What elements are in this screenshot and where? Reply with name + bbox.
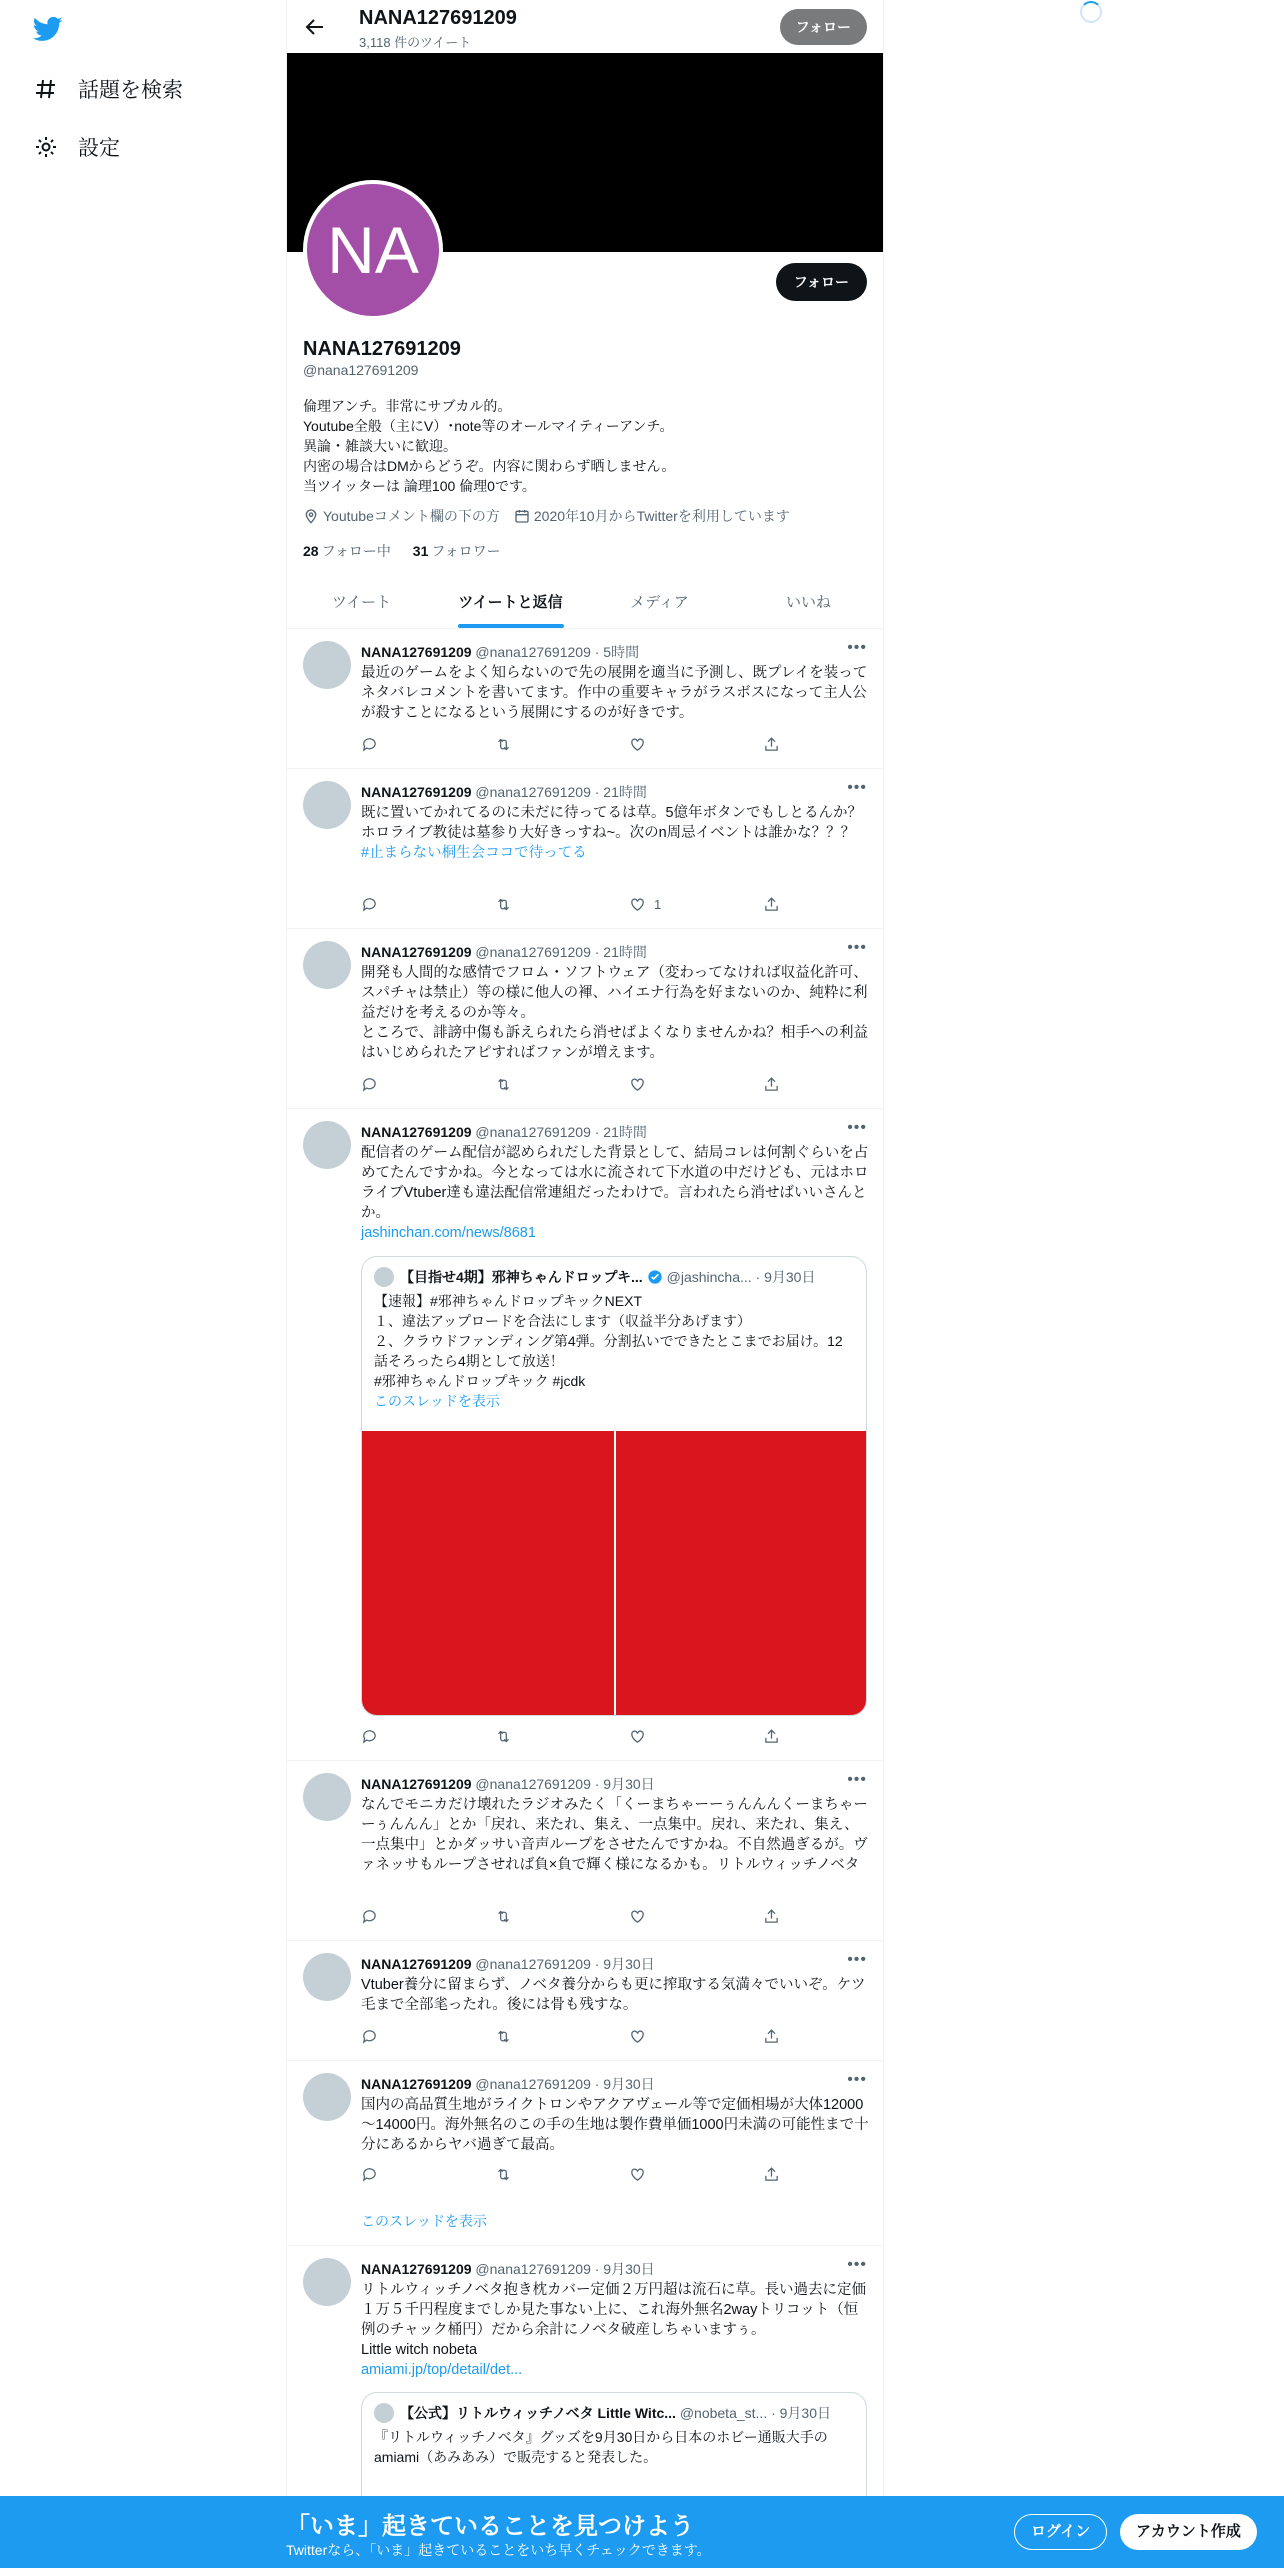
follow-button[interactable]: フォロー xyxy=(776,263,867,301)
tweet-meta: @nana127691209 · 9月30日 xyxy=(475,2076,655,2092)
reply-icon xyxy=(361,736,378,753)
share-button[interactable] xyxy=(763,1728,788,1745)
share-button[interactable] xyxy=(763,896,788,913)
retweet-icon xyxy=(495,2028,512,2045)
tweet-avatar[interactable] xyxy=(303,1773,351,1821)
heart-icon xyxy=(629,2166,646,2183)
tweet-author[interactable]: NANA127691209 xyxy=(361,784,472,800)
tweet-actions xyxy=(361,896,801,916)
quoted-meta: @jashincha... · 9月30日 xyxy=(666,1269,816,1285)
share-button[interactable] xyxy=(763,2166,788,2183)
profile-bio: 倫理アンチ。非常にサブカル的。 Youtube全般（主にV）･note等のオールマイティーアンチ。 異論・雑談大いに歓迎。 内密の場合はDMからどうぞ。内容に関わらず晒しません。 当ツイッターは 論理100 倫理0です。 xyxy=(303,398,676,494)
tweet-text: 開発も人間的な感情でフロム・ソフトウェア（変わってなければ収益化許可、スパチャは禁止）等の様に他人の褌、ハイエナ行為を好まないのか、純粋に利益だけを考えるのか等々。 ところで、誹謗中傷も訴えられたら消せばよくなりませんかね？相手への利益はいじめられたアピすればファンが増えます。 xyxy=(361,965,869,1061)
quoted-meta: @nobeta_st... · 9月30日 xyxy=(679,2405,832,2421)
following-label: フォロー中 xyxy=(321,543,391,559)
tweet-text xyxy=(361,803,871,863)
tweet-header xyxy=(361,1122,647,1142)
tweet-author[interactable]: NANA127691209 xyxy=(361,944,472,960)
followers-count: 31 xyxy=(412,543,429,559)
reply-icon xyxy=(361,1728,378,1745)
quoted-image-right[interactable] xyxy=(616,1431,867,1716)
quoted-author: 【目指せ4期】邪神ちゃんドロップキ... xyxy=(400,1269,643,1285)
share-icon xyxy=(763,2166,780,2183)
like-button[interactable] xyxy=(629,1076,654,1093)
reply-icon xyxy=(361,2166,378,2183)
nav-settings[interactable] xyxy=(34,132,120,162)
tweet-avatar[interactable] xyxy=(303,2073,351,2121)
quoted-text: 『リトルウィッチノベタ』グッズを9月30日から日本のホビー通販大手のamiami（あみあみ）で販売すると発表した。 xyxy=(374,2429,828,2465)
profile-stats xyxy=(303,541,501,561)
share-button[interactable] xyxy=(763,736,788,753)
share-icon xyxy=(763,2028,780,2045)
quoted-avatar xyxy=(374,2403,394,2423)
tweet-link[interactable]: jashinchan.com/news/8681 xyxy=(361,1225,536,1241)
more-icon[interactable]: ••• xyxy=(847,2071,867,2088)
tweet-avatar[interactable] xyxy=(303,941,351,989)
profile-header-bar xyxy=(287,0,883,53)
like-button[interactable] xyxy=(629,2166,654,2183)
more-icon[interactable]: ••• xyxy=(847,639,867,656)
retweet-button[interactable] xyxy=(495,2166,520,2183)
tweet-author[interactable]: NANA127691209 xyxy=(361,644,472,660)
retweet-button[interactable] xyxy=(495,1908,520,1925)
tweet-text xyxy=(361,1143,871,1243)
reply-icon xyxy=(361,896,378,913)
tweet[interactable] xyxy=(287,769,883,929)
quoted-image-left[interactable] xyxy=(362,1431,614,1716)
reply-button[interactable] xyxy=(361,1728,386,1745)
more-icon[interactable]: ••• xyxy=(847,2256,867,2273)
twitter-bird-icon[interactable] xyxy=(32,14,64,44)
tweet-text xyxy=(361,2280,871,2380)
share-button[interactable] xyxy=(763,2028,788,2045)
signup-banner-subtitle: Twitterなら、「いま」起きていることをいち早くチェックできます。 xyxy=(286,2542,711,2558)
quoted-text xyxy=(374,1291,854,1411)
tweet-body: 配信者のゲーム配信が認められだした背景として、結局コレは何割ぐらいを占めてたんですかね。今となっては水に流されて下水道の中だけども、元はホロライブVtuber達も違法配信常連組だったわけで。言われたら消せばいいさんとか。 xyxy=(361,1145,869,1221)
profile-handle: @nana127691209 xyxy=(303,362,419,378)
more-icon[interactable]: ••• xyxy=(847,939,867,956)
tweet-text: 国内の高品質生地がライクトロンやアクアヴェール等で定価相場が大体12000～14000円。海外無名のこの手の生地は製作費単価1000円未満の可能性まで十分にあるからヤバ過ぎて最高。 xyxy=(361,2097,869,2153)
like-button[interactable] xyxy=(629,1728,654,1745)
tweet-actions xyxy=(361,2028,801,2048)
tweet-body: 既に置いてかれてるのに未だに待ってるは草。5億年ボタンでもしとるんか？ホロライブ教徒は墓参り大好きっすね~。次のn周忌イベントは誰かな？？？ xyxy=(361,805,863,841)
nav-settings-label: 設定 xyxy=(78,137,120,160)
tweet-actions xyxy=(361,1076,801,1096)
more-icon[interactable]: ••• xyxy=(847,1771,867,1788)
login-button[interactable]: ログイン xyxy=(1014,2514,1107,2550)
tweet-text: Vtuber養分に留まらず、ノベタ養分からも更に搾取する気満々でいいぞ。ケツ毛まで全部毟ったれ。後には骨も残すな。 xyxy=(361,1977,866,2013)
heart-icon xyxy=(629,2028,646,2045)
header-tweet-count: 3,118 件のツイート xyxy=(359,35,472,50)
nav-explore[interactable] xyxy=(34,74,183,104)
quoted-body: 【速報】#邪神ちゃんドロップキックNEXT １、違法アップロードを合法にします（収益半分あげます） ２、クラウドファンディング第4弾。分割払いでできたとこまでお届け。12話そろったら4期として放送！ #邪神ちゃんドロップキック #jcdk xyxy=(374,1293,843,1389)
nav-explore-label: 話題を検索 xyxy=(78,79,183,102)
profile-joined xyxy=(514,506,790,526)
tweet-avatar[interactable] xyxy=(303,641,351,689)
profile-location-text: Youtubeコメント欄の下の方 xyxy=(323,508,500,524)
reply-icon xyxy=(361,1908,378,1925)
tweet-actions xyxy=(361,1728,801,1748)
tweet-meta: @nana127691209 · 21時間 xyxy=(475,944,647,960)
show-thread-link[interactable]: このスレッドを表示 xyxy=(361,2213,487,2229)
tweet-meta: @nana127691209 · 9月30日 xyxy=(475,1956,655,1972)
tweet-avatar[interactable] xyxy=(303,2258,351,2306)
tab-likes[interactable]: いいね xyxy=(785,594,831,611)
retweet-button[interactable] xyxy=(495,1728,520,1745)
reply-icon xyxy=(361,1076,378,1093)
tweet-header xyxy=(361,782,647,802)
tweet-author[interactable]: NANA127691209 xyxy=(361,2076,472,2092)
hashtag-icon xyxy=(34,77,58,101)
tweet-meta: @nana127691209 · 9月30日 xyxy=(475,1776,655,1792)
location-pin-icon xyxy=(303,508,319,524)
tweet[interactable] xyxy=(287,1109,883,1761)
tweet[interactable] xyxy=(287,929,883,1109)
profile-column xyxy=(286,0,884,2568)
signup-banner xyxy=(0,2496,1284,2568)
retweet-button[interactable] xyxy=(495,2028,520,2045)
reply-button[interactable] xyxy=(361,2166,386,2183)
profile-name: NANA127691209 xyxy=(303,338,461,360)
tweet-author[interactable]: NANA127691209 xyxy=(361,1956,472,1972)
tab-tweets[interactable]: ツイート xyxy=(331,594,392,611)
signup-button[interactable]: アカウント作成 xyxy=(1120,2514,1257,2550)
tweet[interactable] xyxy=(287,629,883,769)
heart-icon xyxy=(629,1076,646,1093)
tweet-actions xyxy=(361,1908,801,1928)
tweet-meta: @nana127691209 · 21時間 xyxy=(475,784,647,800)
followers-link[interactable] xyxy=(413,543,501,559)
retweet-icon xyxy=(495,1076,512,1093)
share-button[interactable] xyxy=(763,1076,788,1093)
tweet-author[interactable]: NANA127691209 xyxy=(361,1124,472,1140)
share-icon xyxy=(763,1728,780,1745)
tweet[interactable] xyxy=(287,1941,883,2061)
verified-badge-icon xyxy=(647,1269,663,1285)
tweet-header xyxy=(361,642,639,662)
share-button[interactable] xyxy=(763,1908,788,1925)
share-icon xyxy=(763,736,780,753)
reply-icon xyxy=(361,2028,378,2045)
retweet-icon xyxy=(495,896,512,913)
tab-media[interactable]: メディア xyxy=(630,594,689,611)
quoted-avatar xyxy=(374,1267,394,1287)
retweet-icon xyxy=(495,1728,512,1745)
signup-banner-title: 「いま」起きていることを見つけよう xyxy=(286,2513,694,2540)
tweet-body: リトルウィッチノベタ抱き枕カバー定価２万円超は流石に草。長い過去に定価１万５千円程度までしか見た事ない上に、これ海外無名2wayトリコット（恒例のチャック桶円）だから余計にノベタ破産しちゃいますぅ。 Little witch nobeta xyxy=(361,2282,867,2358)
reply-button[interactable] xyxy=(361,736,386,753)
tweet-header xyxy=(361,2074,655,2094)
quoted-tweet-header xyxy=(374,1267,815,1287)
heart-icon xyxy=(629,896,646,913)
profile-location xyxy=(303,506,500,526)
share-icon xyxy=(763,1076,780,1093)
tweet-avatar[interactable] xyxy=(303,1953,351,2001)
tweet-actions xyxy=(361,2166,801,2186)
tweet-author[interactable]: NANA127691209 xyxy=(361,2261,472,2277)
retweet-icon xyxy=(495,736,512,753)
reply-button[interactable] xyxy=(361,2028,386,2045)
heart-icon xyxy=(629,736,646,753)
profile-joined-text: 2020年10月からTwitterを利用しています xyxy=(533,508,790,524)
like-button[interactable] xyxy=(629,896,661,913)
tweet-actions xyxy=(361,736,801,756)
tweet-meta: @nana127691209 · 21時間 xyxy=(475,1124,647,1140)
tweet-avatar[interactable] xyxy=(303,781,351,829)
avatar[interactable]: NA xyxy=(303,180,443,320)
reply-button[interactable] xyxy=(361,896,386,913)
quoted-show-thread[interactable]: このスレッドを表示 xyxy=(374,1393,500,1409)
tweet-meta: @nana127691209 · 5時間 xyxy=(475,644,640,660)
tweet-header xyxy=(361,2259,655,2279)
profile-tabs xyxy=(287,576,883,629)
tab-tweets-replies[interactable]: ツイートと返信 xyxy=(436,576,585,628)
tweet-text: 最近のゲームをよく知らないので先の展開を適当に予測し、既プレイを装ってネタバレコメントを書いてます。作中の重要キャラがラスボスになって主人公が殺すことになるという展開にするのが好きです。 xyxy=(361,665,868,721)
header-follow-button[interactable]: フォロー xyxy=(780,9,867,45)
more-icon[interactable]: ••• xyxy=(847,1951,867,1968)
loading-spinner-icon xyxy=(1080,1,1102,23)
retweet-button[interactable] xyxy=(495,896,520,913)
share-icon xyxy=(763,896,780,913)
profile-meta xyxy=(303,506,804,526)
share-icon xyxy=(763,1908,780,1925)
heart-icon xyxy=(629,1728,646,1745)
like-button[interactable] xyxy=(629,2028,654,2045)
tweet-header xyxy=(361,942,647,962)
retweet-button[interactable] xyxy=(495,1076,520,1093)
calendar-icon xyxy=(514,508,530,524)
following-count: 28 xyxy=(303,543,319,559)
quoted-tweet[interactable] xyxy=(361,1256,867,1716)
tweet-meta: @nana127691209 · 9月30日 xyxy=(475,2261,655,2277)
like-button[interactable] xyxy=(629,736,654,753)
following-link[interactable] xyxy=(303,543,391,559)
retweet-button[interactable] xyxy=(495,736,520,753)
quoted-tweet-header xyxy=(374,2403,831,2423)
quoted-author: 【公式】リトルウィッチノベタ Little Witc... xyxy=(400,2405,676,2421)
heart-icon xyxy=(629,1908,646,1925)
header-name: NANA127691209 xyxy=(359,7,517,29)
tweet-avatar[interactable] xyxy=(303,1121,351,1169)
tweet-author[interactable]: NANA127691209 xyxy=(361,1776,472,1792)
retweet-icon xyxy=(495,2166,512,2183)
hashtag-link[interactable]: #止まらない桐生会ココで待ってる xyxy=(361,845,587,861)
like-button[interactable] xyxy=(629,1908,654,1925)
tweet-text: なんでモニカだけ壊れたラジオみたく「くーまちゃーーぅんんんくーまちゃーーぅんんん」とか「戻れ、来たれ、集え、一点集中。戻れ、来たれ、集え、一点集中」とかダッサい音声ループをさせたんですかね。不自然過ぎるが。ヴァネッサもループさせれば負×負で輝く様になるかも。リトルウィッチノベタ xyxy=(361,1797,868,1873)
more-icon[interactable]: ••• xyxy=(847,779,867,796)
more-icon[interactable]: ••• xyxy=(847,1119,867,1136)
tweet[interactable] xyxy=(287,2061,883,2246)
retweet-icon xyxy=(495,1908,512,1925)
tweet-header xyxy=(361,1774,655,1794)
back-arrow-icon[interactable] xyxy=(303,15,327,39)
tweet-link[interactable]: amiami.jp/top/detail/det... xyxy=(361,2362,523,2378)
followers-label: フォロワー xyxy=(431,543,501,559)
gear-icon xyxy=(34,135,58,159)
tweet[interactable] xyxy=(287,1761,883,1941)
like-count: 1 xyxy=(654,897,662,912)
reply-button[interactable] xyxy=(361,1908,386,1925)
tweet-header xyxy=(361,1954,655,1974)
reply-button[interactable] xyxy=(361,1076,386,1093)
